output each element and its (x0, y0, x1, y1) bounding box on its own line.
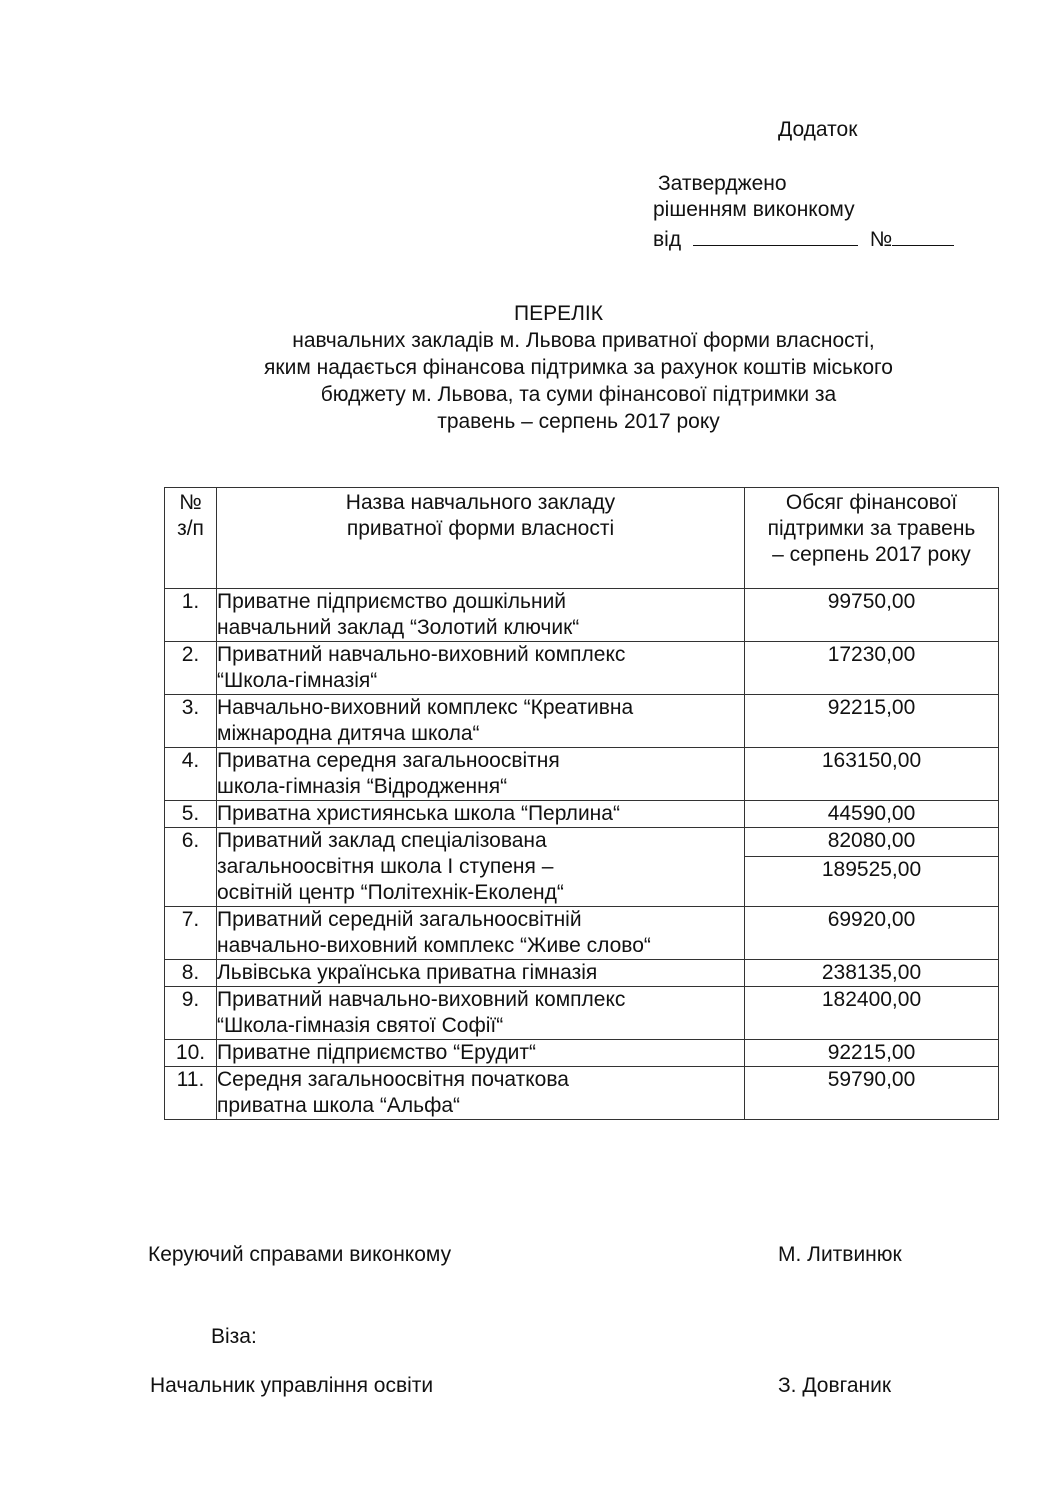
row-name-line: Приватний середній загальноосвітній (217, 908, 582, 931)
row-amount: 59790,00 (745, 1067, 999, 1120)
table-row (165, 1040, 999, 1067)
header-num (165, 488, 217, 589)
row-amount: 163150,00 (745, 748, 999, 801)
institutions-table (164, 487, 999, 1120)
header-name-line-1: Назва навчального закладу (345, 491, 616, 514)
number-blank (892, 225, 954, 246)
row-num: 6. (165, 828, 217, 907)
row-num: 9. (165, 987, 217, 1040)
title-line-4: бюджету м. Львова, та суми фінансової підтримки за (320, 383, 837, 406)
row-num: 8. (165, 960, 217, 987)
title-line-5: травень – серпень 2017 року (437, 410, 720, 433)
header-amount (745, 488, 999, 589)
row-num: 2. (165, 642, 217, 695)
date-label: від (653, 228, 682, 251)
split-amount-first: 82080,00 (745, 828, 998, 857)
approved-label: Затверджено (658, 172, 787, 195)
row-name (217, 1040, 745, 1067)
row-name (217, 748, 745, 801)
header-num-line-1: № (179, 491, 202, 514)
row-name (217, 987, 745, 1040)
education-head-name: З. Довганик (778, 1374, 892, 1397)
row-name (217, 589, 745, 642)
row-num: 3. (165, 695, 217, 748)
row-num: 4. (165, 748, 217, 801)
row-name-line: Приватне підприємство дошкільний (217, 590, 567, 613)
manager-name: М. Литвинюк (778, 1243, 902, 1266)
row-name-line: “Школа-гімназія святої Софії“ (217, 1014, 504, 1037)
row-name-line: школа-гімназія “Відродження“ (217, 775, 508, 798)
row-name-line: Приватне підприємство “Ерудит“ (217, 1041, 536, 1064)
row-num: 7. (165, 907, 217, 960)
table-row (165, 907, 999, 960)
row-name (217, 695, 745, 748)
row-amount (745, 828, 999, 907)
row-num: 10. (165, 1040, 217, 1067)
table-row (165, 748, 999, 801)
manager-title: Керуючий справами виконкому (148, 1243, 452, 1266)
row-amount: 17230,00 (745, 642, 999, 695)
row-name-line: Львівська українська приватна гімназія (217, 961, 598, 984)
approved-by-decision: рішенням виконкому (653, 198, 855, 221)
row-amount: 69920,00 (745, 907, 999, 960)
row-num: 11. (165, 1067, 217, 1120)
row-name-line: Приватний навчально-виховний комплекс (217, 988, 626, 1011)
row-name-line: “Школа-гімназія“ (217, 669, 378, 692)
header-name (217, 488, 745, 589)
table-row (165, 801, 999, 828)
row-name-line: Навчально-виховний комплекс “Креативна (217, 696, 634, 719)
table-row (165, 828, 999, 907)
table-row (165, 642, 999, 695)
row-name-line: навчально-виховний комплекс “Живе слово“ (217, 934, 651, 957)
row-name (217, 801, 745, 828)
table-row (165, 589, 999, 642)
row-name-line: освітній центр “Політехнік-Еколенд“ (217, 881, 564, 904)
header-amount-line-1: Обсяг фінансової (785, 491, 958, 514)
document-title (0, 300, 1061, 435)
title-line-2: навчальних закладів м. Львова приватної форми власності, (292, 329, 875, 352)
row-num: 5. (165, 801, 217, 828)
table-row (165, 987, 999, 1040)
header-num-line-2: з/п (177, 517, 204, 540)
header-name-line-2: приватної форми власності (346, 517, 615, 540)
row-amount: 44590,00 (745, 801, 999, 828)
row-name (217, 907, 745, 960)
header-amount-line-3: – серпень 2017 року (772, 543, 971, 566)
row-name (217, 1067, 745, 1120)
row-amount: 238135,00 (745, 960, 999, 987)
row-name-line: Приватна середня загальноосвітня (217, 749, 560, 772)
row-amount: 99750,00 (745, 589, 999, 642)
visa-label: Віза: (211, 1325, 257, 1348)
row-name-line: Приватний заклад спеціалізована (217, 829, 547, 852)
row-amount: 182400,00 (745, 987, 999, 1040)
row-name-line: Приватна християнська школа “Перлина“ (217, 802, 620, 825)
row-name-line: міжнародна дитяча школа“ (217, 722, 480, 745)
row-num: 1. (165, 589, 217, 642)
table-row (165, 960, 999, 987)
row-amount: 92215,00 (745, 695, 999, 748)
date-number-line (653, 225, 954, 253)
header-amount-line-2: підтримки за травень (767, 517, 976, 540)
row-name-line: Приватний навчально-виховний комплекс (217, 643, 626, 666)
split-amount (745, 828, 998, 885)
title-line-3: яким надається фінансова підтримка за рахунок коштів міського (264, 356, 893, 379)
row-name-line: навчальний заклад “Золотий ключик“ (217, 616, 580, 639)
split-amount-second: 189525,00 (821, 858, 922, 881)
table-row (165, 695, 999, 748)
annex-label: Додаток (778, 118, 858, 141)
row-name (217, 960, 745, 987)
education-head-title: Начальник управління освіти (150, 1374, 434, 1397)
table-header-row (165, 488, 999, 589)
date-blank (693, 225, 858, 246)
row-name (217, 642, 745, 695)
number-label: № (869, 228, 893, 251)
title-heading: ПЕРЕЛІК (514, 302, 603, 325)
row-amount: 92215,00 (745, 1040, 999, 1067)
row-name-line: Середня загальноосвітня початкова (217, 1068, 569, 1091)
row-name-line: загальноосвітня школа І ступеня – (217, 855, 554, 878)
table-row (165, 1067, 999, 1120)
row-name (217, 828, 745, 907)
row-name-line: приватна школа “Альфа“ (217, 1094, 461, 1117)
